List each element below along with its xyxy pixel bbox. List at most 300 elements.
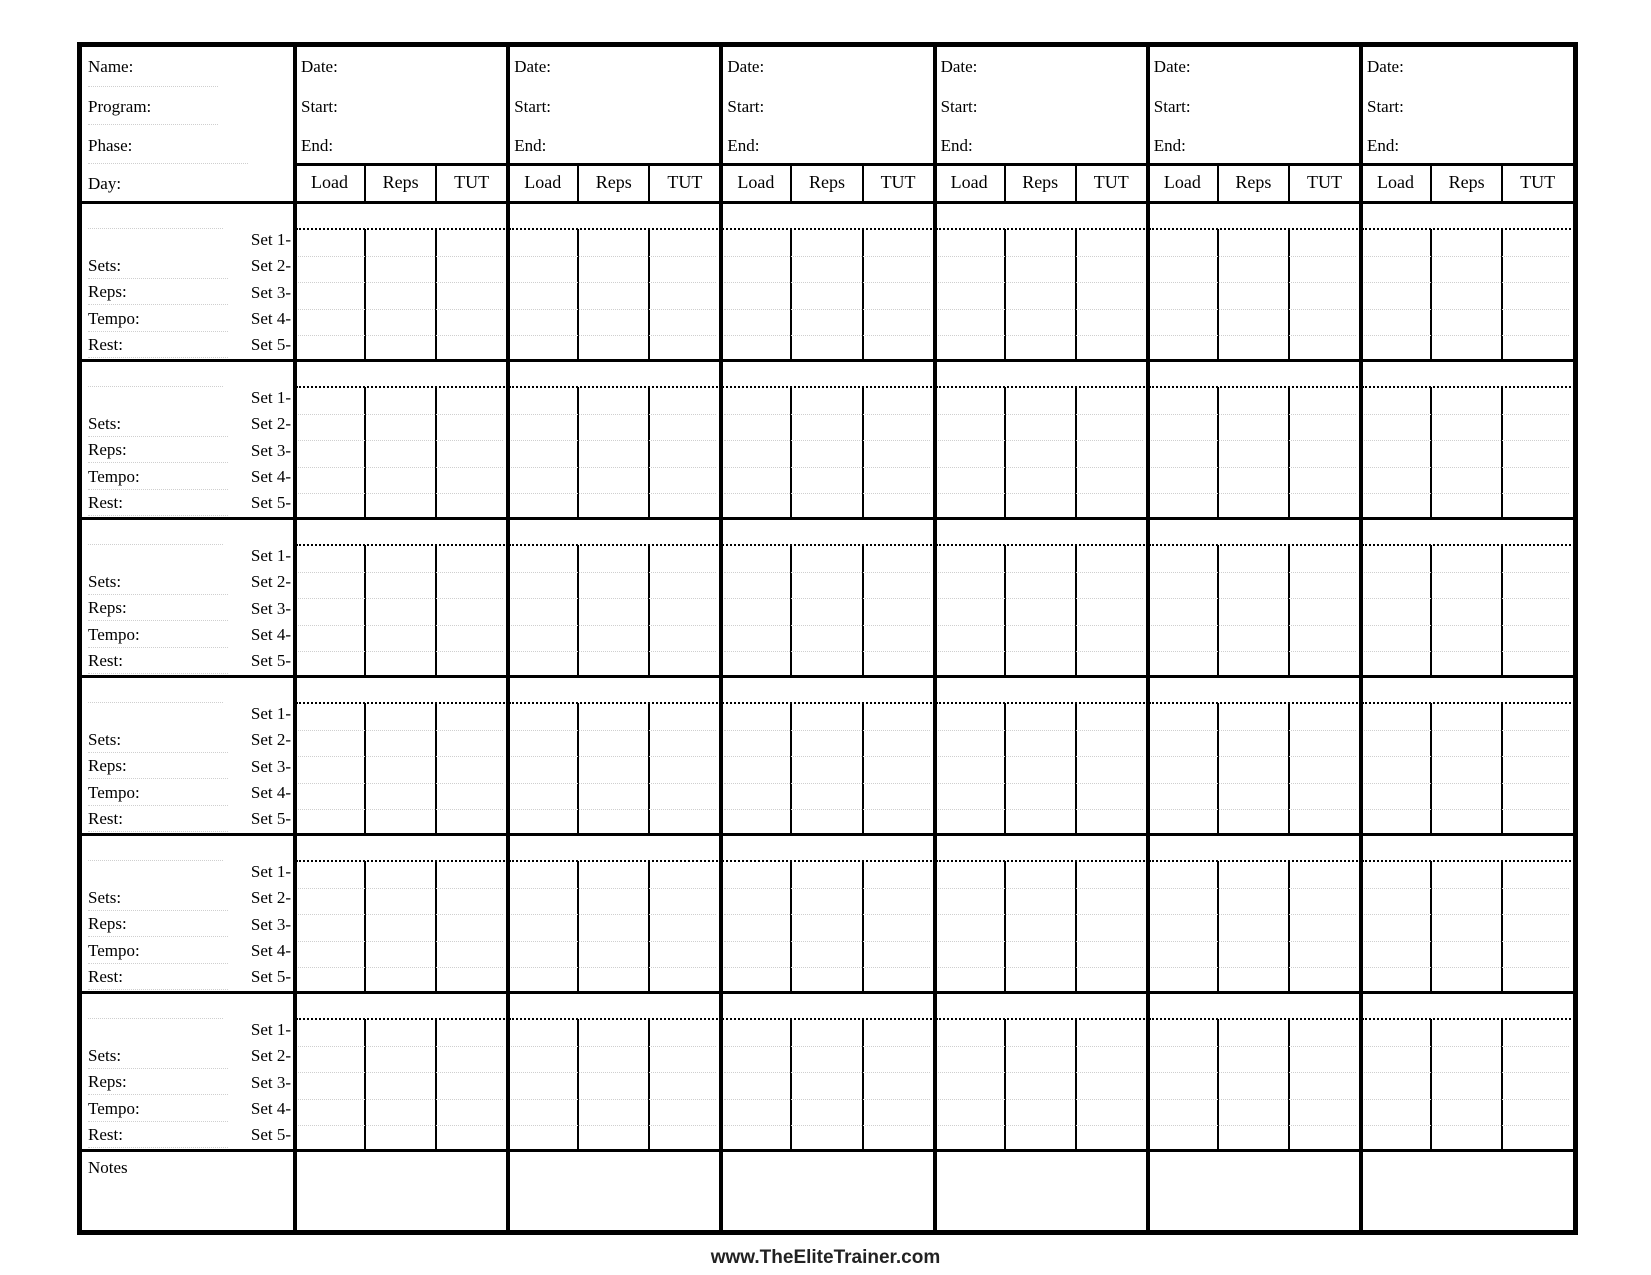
block-6-set-5-label: Set 5- (250, 1125, 291, 1145)
grid-hline (82, 359, 1573, 362)
grid-hline (82, 833, 1573, 836)
block-dotted-line (509, 228, 718, 230)
dotted-guide (724, 809, 929, 810)
dotted-guide (724, 309, 929, 310)
block-dotted-line (296, 228, 505, 230)
dotted-guide (1364, 809, 1569, 810)
grid-vline (577, 229, 579, 362)
dotted-guide (511, 335, 716, 336)
grid-vline (577, 163, 579, 202)
grid-vline (1501, 545, 1503, 678)
dotted-guide (88, 544, 223, 545)
dotted-guide (88, 1068, 228, 1069)
grid-vline (577, 387, 579, 520)
dotted-guide (1151, 1125, 1356, 1126)
block-dotted-line (722, 228, 931, 230)
grid-hline (82, 201, 1573, 204)
dotted-guide (88, 860, 223, 861)
dotted-guide (1151, 256, 1356, 257)
block-4-set-1-label: Set 1- (250, 704, 291, 723)
block-3-set-5-label: Set 5- (250, 651, 291, 671)
grid-vline (435, 1019, 437, 1152)
grid-vline (862, 861, 864, 994)
grid-vline (862, 703, 864, 836)
block-dotted-line (936, 1018, 1145, 1020)
block-dotted-line (936, 860, 1145, 862)
dotted-guide (298, 467, 503, 468)
block-dotted-line (509, 544, 718, 546)
dotted-guide (1151, 941, 1356, 942)
dotted-guide (88, 963, 228, 964)
dotted-guide (938, 598, 1143, 599)
notes-label: Notes (88, 1158, 128, 1177)
session-4-col-load: Load (950, 172, 988, 192)
grid-vline (1075, 703, 1077, 836)
dotted-guide (1364, 440, 1569, 441)
dotted-guide (938, 1046, 1143, 1047)
block-dotted-line (1362, 860, 1571, 862)
session-2-col-load: Load (524, 172, 562, 192)
grid-vline (1217, 545, 1219, 678)
dotted-guide (298, 598, 503, 599)
block-dotted-line (1362, 544, 1571, 546)
grid-vline (577, 1019, 579, 1152)
block-4-rest-label: Rest: (88, 808, 123, 828)
dotted-guide (938, 572, 1143, 573)
dotted-guide (88, 673, 228, 674)
session-5-end-label: End: (1153, 136, 1186, 155)
session-4-col-tut: TUT (1093, 172, 1129, 192)
block-3-reps-label: Reps: (88, 598, 127, 618)
block-1-reps-label: Reps: (88, 282, 127, 302)
dotted-guide (938, 1099, 1143, 1100)
grid-vline (1288, 545, 1290, 678)
dotted-guide (1364, 1125, 1569, 1126)
dotted-guide (298, 572, 503, 573)
dotted-guide (298, 256, 503, 257)
dotted-guide (1364, 1072, 1569, 1073)
grid-vline (1430, 163, 1432, 202)
phase-label: Phase: (88, 136, 133, 155)
workout-log-sheet (77, 42, 1578, 1235)
block-5-set-2-label: Set 2- (250, 888, 291, 908)
grid-vline (1430, 229, 1432, 362)
dotted-guide (938, 309, 1143, 310)
grid-vline (506, 47, 510, 1230)
block-5-set-4-label: Set 4- (250, 940, 291, 960)
dotted-guide (724, 440, 929, 441)
dotted-guide (88, 386, 223, 387)
block-dotted-line (1149, 386, 1358, 388)
dotted-guide (298, 941, 503, 942)
dotted-guide (724, 282, 929, 283)
grid-vline (1288, 387, 1290, 520)
dotted-guide (511, 809, 716, 810)
block-6-set-4-label: Set 4- (250, 1098, 291, 1118)
block-dotted-line (722, 1018, 931, 1020)
grid-vline (719, 47, 723, 1230)
dotted-guide (938, 941, 1143, 942)
grid-vline (790, 1019, 792, 1152)
dotted-guide (724, 414, 929, 415)
grid-vline (790, 229, 792, 362)
block-2-reps-label: Reps: (88, 440, 127, 460)
dotted-guide (1151, 730, 1356, 731)
grid-vline (435, 861, 437, 994)
dotted-guide (511, 1125, 716, 1126)
block-2-rest-label: Rest: (88, 492, 123, 512)
grid-vline (1075, 163, 1077, 202)
dotted-guide (1151, 625, 1356, 626)
grid-vline (577, 545, 579, 678)
grid-vline (648, 1019, 650, 1152)
grid-vline (1075, 1019, 1077, 1152)
grid-vline (1430, 861, 1432, 994)
grid-vline (577, 861, 579, 994)
dotted-guide (938, 493, 1143, 494)
dotted-guide (1364, 783, 1569, 784)
dotted-guide (298, 440, 503, 441)
grid-vline (1075, 545, 1077, 678)
block-dotted-line (1362, 228, 1571, 230)
dotted-guide (938, 467, 1143, 468)
dotted-guide (88, 620, 228, 621)
dotted-guide (724, 625, 929, 626)
grid-vline (862, 229, 864, 362)
session-2-start-label: Start: (514, 97, 552, 116)
session-2-date-label: Date: (514, 57, 552, 76)
session-6-start-label: Start: (1367, 97, 1404, 116)
session-6-col-reps: Reps (1448, 172, 1485, 192)
grid-vline (1288, 229, 1290, 362)
session-5-start-label: Start: (1153, 97, 1191, 116)
session-3-col-load: Load (737, 172, 775, 192)
dotted-guide (938, 809, 1143, 810)
block-1-set-5-label: Set 5- (250, 335, 291, 355)
block-5-sets-label: Sets: (88, 888, 122, 907)
session-5-col-reps: Reps (1235, 172, 1272, 192)
session-6-col-tut: TUT (1520, 172, 1556, 192)
block-3-set-2-label: Set 2- (250, 572, 291, 592)
grid-vline (577, 703, 579, 836)
dotted-guide (88, 910, 228, 911)
dotted-guide (938, 1125, 1143, 1126)
dotted-guide (724, 598, 929, 599)
block-4-tempo-label: Tempo: (88, 782, 140, 802)
dotted-guide (1364, 756, 1569, 757)
dotted-guide (724, 467, 929, 468)
dotted-guide (1151, 572, 1356, 573)
grid-vline (1359, 47, 1363, 1230)
dotted-guide (1151, 467, 1356, 468)
block-4-set-2-label: Set 2- (250, 730, 291, 750)
footer-url: www.TheEliteTrainer.com (710, 1247, 941, 1268)
dotted-guide (298, 1046, 503, 1047)
grid-vline (1501, 229, 1503, 362)
dotted-guide (511, 309, 716, 310)
dotted-guide (298, 730, 503, 731)
dotted-guide (1151, 282, 1356, 283)
dotted-guide (511, 914, 716, 915)
block-2-set-5-label: Set 5- (250, 493, 291, 513)
block-1-sets-label: Sets: (88, 256, 122, 275)
dotted-guide (88, 831, 228, 832)
block-2-set-2-label: Set 2- (250, 414, 291, 434)
grid-vline (1075, 861, 1077, 994)
dotted-guide (724, 756, 929, 757)
dotted-guide (724, 1046, 929, 1047)
dotted-guide (298, 282, 503, 283)
dotted-guide (511, 493, 716, 494)
dotted-guide (938, 914, 1143, 915)
grid-vline (435, 163, 437, 202)
dotted-guide (88, 515, 228, 516)
dotted-guide (88, 462, 228, 463)
grid-vline (1430, 703, 1432, 836)
session-4-col-reps: Reps (1022, 172, 1059, 192)
grid-vline (1501, 387, 1503, 520)
dotted-guide (724, 335, 929, 336)
grid-vline (1288, 861, 1290, 994)
block-3-sets-label: Sets: (88, 572, 122, 591)
grid-vline (435, 387, 437, 520)
session-4-start-label: Start: (940, 97, 978, 116)
grid-hline (82, 991, 1573, 994)
dotted-guide (88, 357, 228, 358)
dotted-guide (511, 598, 716, 599)
dotted-guide (1151, 651, 1356, 652)
dotted-guide (938, 756, 1143, 757)
dotted-guide (724, 888, 929, 889)
block-3-set-1-label: Set 1- (250, 546, 291, 565)
dotted-guide (1364, 309, 1569, 310)
dotted-guide (298, 1099, 503, 1100)
grid-vline (1075, 387, 1077, 520)
grid-vline (862, 387, 864, 520)
dotted-guide (938, 651, 1143, 652)
dotted-guide (88, 936, 228, 937)
block-dotted-line (1149, 228, 1358, 230)
grid-vline (862, 163, 864, 202)
grid-vline (364, 545, 366, 678)
dotted-guide (1151, 783, 1356, 784)
dotted-guide (88, 778, 228, 779)
dotted-guide (511, 282, 716, 283)
dotted-guide (511, 467, 716, 468)
dotted-guide (511, 730, 716, 731)
block-1-set-4-label: Set 4- (250, 308, 291, 328)
grid-vline (790, 387, 792, 520)
block-4-sets-label: Sets: (88, 730, 122, 749)
block-2-sets-label: Sets: (88, 414, 122, 433)
dotted-guide (511, 651, 716, 652)
dotted-guide (88, 647, 228, 648)
block-dotted-line (722, 860, 931, 862)
dotted-guide (1151, 888, 1356, 889)
grid-vline (790, 163, 792, 202)
grid-vline (648, 545, 650, 678)
session-3-col-reps: Reps (808, 172, 845, 192)
session-1-end-label: End: (301, 136, 334, 155)
block-6-set-2-label: Set 2- (250, 1046, 291, 1066)
session-2-col-tut: TUT (667, 172, 703, 192)
block-dotted-line (1362, 386, 1571, 388)
dotted-guide (298, 414, 503, 415)
block-5-reps-label: Reps: (88, 914, 127, 934)
dotted-guide (1151, 493, 1356, 494)
grid-vline (1004, 545, 1006, 678)
dotted-guide (88, 1018, 223, 1019)
dotted-guide (298, 783, 503, 784)
grid-vline (364, 703, 366, 836)
dotted-guide (1364, 914, 1569, 915)
session-5-date-label: Date: (1153, 57, 1191, 76)
dotted-guide (298, 967, 503, 968)
grid-vline (648, 387, 650, 520)
session-3-date-label: Date: (727, 57, 765, 76)
dotted-guide (938, 440, 1143, 441)
dotted-guide (1151, 335, 1356, 336)
dotted-guide (88, 702, 223, 703)
dotted-guide (298, 809, 503, 810)
dotted-guide (1151, 1099, 1356, 1100)
dotted-guide (298, 914, 503, 915)
grid-vline (790, 861, 792, 994)
dotted-guide (938, 625, 1143, 626)
block-1-set-2-label: Set 2- (250, 256, 291, 276)
dotted-guide (88, 1094, 228, 1095)
dotted-guide (298, 756, 503, 757)
grid-vline (648, 163, 650, 202)
block-dotted-line (936, 544, 1145, 546)
dotted-guide (938, 282, 1143, 283)
grid-vline (364, 861, 366, 994)
dotted-guide (511, 783, 716, 784)
dotted-guide (88, 163, 248, 164)
block-dotted-line (296, 544, 505, 546)
day-label: Day: (88, 174, 122, 193)
dotted-guide (1364, 493, 1569, 494)
dotted-guide (298, 335, 503, 336)
block-6-set-1-label: Set 1- (250, 1020, 291, 1039)
dotted-guide (724, 493, 929, 494)
dotted-guide (298, 493, 503, 494)
grid-vline (1146, 47, 1150, 1230)
dotted-guide (511, 414, 716, 415)
block-1-set-3-label: Set 3- (250, 282, 291, 302)
dotted-guide (511, 1046, 716, 1047)
grid-hline (82, 517, 1573, 520)
dotted-guide (1151, 440, 1356, 441)
session-6-end-label: End: (1367, 136, 1400, 155)
dotted-guide (1151, 914, 1356, 915)
dotted-guide (88, 124, 218, 125)
grid-vline (648, 229, 650, 362)
dotted-guide (724, 1125, 929, 1126)
block-6-sets-label: Sets: (88, 1046, 122, 1065)
block-2-set-3-label: Set 3- (250, 440, 291, 460)
session-1-start-label: Start: (301, 97, 338, 116)
grid-vline (933, 47, 937, 1230)
dotted-guide (1364, 625, 1569, 626)
program-label: Program: (88, 97, 152, 116)
grid-vline (648, 861, 650, 994)
session-3-start-label: Start: (727, 97, 765, 116)
block-dotted-line (296, 702, 505, 704)
block-5-rest-label: Rest: (88, 966, 123, 986)
block-dotted-line (722, 386, 931, 388)
dotted-guide (938, 888, 1143, 889)
grid-vline (790, 703, 792, 836)
dotted-guide (938, 730, 1143, 731)
dotted-guide (724, 914, 929, 915)
dotted-guide (1151, 414, 1356, 415)
block-dotted-line (509, 1018, 718, 1020)
block-6-set-3-label: Set 3- (250, 1072, 291, 1092)
session-4-date-label: Date: (940, 57, 978, 76)
block-3-tempo-label: Tempo: (88, 624, 140, 644)
dotted-guide (1364, 335, 1569, 336)
dotted-guide (1151, 598, 1356, 599)
dotted-guide (1364, 414, 1569, 415)
dotted-guide (938, 414, 1143, 415)
dotted-guide (511, 1099, 716, 1100)
dotted-guide (511, 756, 716, 757)
dotted-guide (1364, 598, 1569, 599)
grid-vline (1501, 1019, 1503, 1152)
block-3-set-4-label: Set 4- (250, 624, 291, 644)
grid-vline (1075, 229, 1077, 362)
block-4-reps-label: Reps: (88, 756, 127, 776)
dotted-guide (298, 651, 503, 652)
dotted-guide (298, 1072, 503, 1073)
block-dotted-line (1149, 702, 1358, 704)
block-dotted-line (936, 228, 1145, 230)
dotted-guide (938, 783, 1143, 784)
session-2-end-label: End: (514, 136, 547, 155)
name-label: Name: (88, 57, 134, 76)
block-4-set-3-label: Set 3- (250, 756, 291, 776)
dotted-guide (1364, 941, 1569, 942)
grid-vline (1004, 163, 1006, 202)
block-4-set-5-label: Set 5- (250, 809, 291, 829)
dotted-guide (1151, 967, 1356, 968)
grid-vline (1004, 1019, 1006, 1152)
grid-vline (1501, 703, 1503, 836)
grid-vline (1288, 703, 1290, 836)
dotted-guide (1364, 256, 1569, 257)
dotted-guide (724, 651, 929, 652)
grid-vline (1501, 861, 1503, 994)
block-dotted-line (1149, 860, 1358, 862)
dotted-guide (1151, 1072, 1356, 1073)
grid-vline (648, 703, 650, 836)
grid-vline (1217, 1019, 1219, 1152)
block-5-set-3-label: Set 3- (250, 914, 291, 934)
block-5-set-1-label: Set 1- (250, 862, 291, 881)
grid-vline (1430, 387, 1432, 520)
session-1-date-label: Date: (301, 57, 338, 76)
dotted-guide (724, 967, 929, 968)
block-1-set-1-label: Set 1- (250, 230, 291, 249)
block-1-tempo-label: Tempo: (88, 308, 140, 328)
dotted-guide (88, 1147, 228, 1148)
grid-vline (364, 387, 366, 520)
dotted-guide (88, 805, 228, 806)
dotted-guide (1364, 967, 1569, 968)
dotted-guide (298, 309, 503, 310)
session-2-col-reps: Reps (595, 172, 632, 192)
